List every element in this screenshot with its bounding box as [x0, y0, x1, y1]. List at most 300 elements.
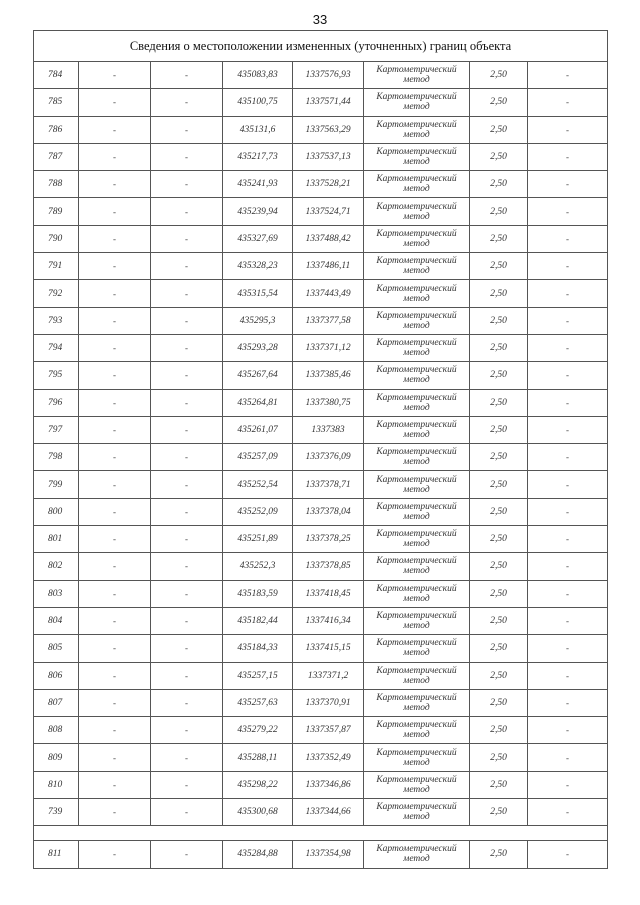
point-number: 808 — [34, 717, 79, 744]
method-cell — [364, 62, 470, 89]
point-number: 810 — [34, 771, 79, 798]
description-cell: - — [528, 689, 608, 716]
y-coordinate: 1337378,04 — [293, 498, 364, 525]
x-coordinate: 435241,93 — [223, 171, 293, 198]
description-cell: - — [528, 553, 608, 580]
y-coordinate: 1337357,87 — [293, 717, 364, 744]
table-row — [34, 744, 608, 771]
method-line-2: метод — [403, 484, 430, 495]
description-cell: - — [528, 498, 608, 525]
description-cell: - — [528, 771, 608, 798]
method-line-1: Картометрический — [376, 720, 457, 731]
old-x-cell: - — [79, 334, 151, 361]
accuracy-cell: 2,50 — [470, 580, 528, 607]
x-coordinate: 435284,88 — [223, 841, 293, 868]
accuracy-cell: 2,50 — [470, 744, 528, 771]
point-number: 785 — [34, 89, 79, 116]
old-y-cell: - — [151, 717, 223, 744]
x-coordinate: 435252,3 — [223, 553, 293, 580]
y-coordinate: 1337370,91 — [293, 689, 364, 716]
old-y-cell: - — [151, 171, 223, 198]
description-cell: - — [528, 253, 608, 280]
point-number: 795 — [34, 362, 79, 389]
method-line-1: Картометрический — [376, 65, 457, 76]
method-line-1: Картометрический — [376, 283, 457, 294]
old-x-cell: - — [79, 717, 151, 744]
old-y-cell: - — [151, 771, 223, 798]
method-line-2: метод — [403, 648, 430, 659]
old-x-cell: - — [79, 307, 151, 334]
y-coordinate: 1337563,29 — [293, 116, 364, 143]
method-cell — [364, 334, 470, 361]
point-number: 793 — [34, 307, 79, 334]
table-row — [34, 444, 608, 471]
accuracy-cell: 2,50 — [470, 717, 528, 744]
x-coordinate: 435183,59 — [223, 580, 293, 607]
old-y-cell: - — [151, 744, 223, 771]
old-x-cell: - — [79, 280, 151, 307]
x-coordinate: 435257,09 — [223, 444, 293, 471]
x-coordinate: 435100,75 — [223, 89, 293, 116]
method-line-2: метод — [403, 430, 430, 440]
point-number: 800 — [34, 498, 79, 525]
description-cell: - — [528, 198, 608, 225]
method-line-1: Картометрический — [376, 774, 457, 785]
method-line-1: Картометрический — [376, 501, 457, 512]
old-y-cell: - — [151, 841, 223, 868]
table-body — [34, 62, 608, 869]
old-x-cell: - — [79, 471, 151, 498]
old-x-cell: - — [79, 580, 151, 607]
method-cell — [364, 362, 470, 389]
y-coordinate: 1337376,09 — [293, 444, 364, 471]
accuracy-cell: 2,50 — [470, 362, 528, 389]
table-row — [34, 307, 608, 334]
accuracy-cell: 2,50 — [470, 444, 528, 471]
method-line-2: метод — [403, 511, 430, 522]
method-line-2: метод — [403, 266, 430, 277]
point-number: 799 — [34, 471, 79, 498]
method-line-2: метод — [403, 75, 430, 86]
method-line-2: метод — [403, 566, 430, 577]
table-row — [34, 416, 608, 443]
table-row — [34, 362, 608, 389]
method-cell — [364, 635, 470, 662]
y-coordinate: 1337537,13 — [293, 143, 364, 170]
method-cell — [364, 280, 470, 307]
accuracy-cell: 2,50 — [470, 471, 528, 498]
x-coordinate: 435295,3 — [223, 307, 293, 334]
accuracy-cell: 2,50 — [470, 662, 528, 689]
old-x-cell: - — [79, 225, 151, 252]
table-row — [34, 771, 608, 798]
method-line-1: Картометрический — [376, 201, 457, 212]
y-coordinate: 1337418,45 — [293, 580, 364, 607]
table-row — [34, 635, 608, 662]
table-row — [34, 334, 608, 361]
method-line-1: Картометрический — [376, 92, 457, 103]
description-cell: - — [528, 799, 608, 826]
method-line-2: метод — [403, 348, 430, 359]
accuracy-cell: 2,50 — [470, 253, 528, 280]
accuracy-cell: 2,50 — [470, 553, 528, 580]
method-cell — [364, 526, 470, 553]
method-line-1: Картометрический — [376, 747, 457, 758]
old-x-cell: - — [79, 744, 151, 771]
method-line-2: метод — [403, 320, 430, 331]
old-x-cell: - — [79, 689, 151, 716]
y-coordinate: 1337416,34 — [293, 607, 364, 634]
old-x-cell: - — [79, 389, 151, 416]
description-cell: - — [528, 362, 608, 389]
y-coordinate: 1337415,15 — [293, 635, 364, 662]
description-cell: - — [528, 116, 608, 143]
old-x-cell: - — [79, 607, 151, 634]
method-line-1: Картометрический — [376, 228, 457, 239]
description-cell: - — [528, 89, 608, 116]
y-coordinate: 1337528,21 — [293, 171, 364, 198]
description-cell: - — [528, 526, 608, 553]
method-line-2: метод — [403, 402, 430, 413]
method-line-2: метод — [403, 812, 430, 823]
y-coordinate: 1337371,2 — [293, 662, 364, 689]
y-coordinate: 1337378,25 — [293, 526, 364, 553]
point-number: 806 — [34, 662, 79, 689]
boundary-coordinates-table — [33, 30, 608, 869]
method-line-1: Картометрический — [376, 447, 457, 458]
method-line-1: Картометрический — [376, 420, 457, 430]
page-number: 33 — [312, 12, 328, 27]
old-y-cell: - — [151, 62, 223, 89]
old-y-cell: - — [151, 143, 223, 170]
method-cell — [364, 471, 470, 498]
method-line-1: Картометрический — [376, 692, 457, 703]
table-row — [34, 498, 608, 525]
method-cell — [364, 143, 470, 170]
description-cell: - — [528, 841, 608, 868]
method-cell — [364, 389, 470, 416]
x-coordinate: 435251,89 — [223, 526, 293, 553]
old-y-cell: - — [151, 89, 223, 116]
method-line-1: Картометрический — [376, 529, 457, 540]
accuracy-cell: 2,50 — [470, 607, 528, 634]
method-line-1: Картометрический — [376, 474, 457, 485]
old-y-cell: - — [151, 334, 223, 361]
y-coordinate: 1337486,11 — [293, 253, 364, 280]
accuracy-cell: 2,50 — [470, 116, 528, 143]
old-x-cell: - — [79, 416, 151, 443]
old-y-cell: - — [151, 471, 223, 498]
old-x-cell: - — [79, 662, 151, 689]
y-coordinate: 1337385,46 — [293, 362, 364, 389]
accuracy-cell: 2,50 — [470, 280, 528, 307]
x-coordinate: 435293,28 — [223, 334, 293, 361]
accuracy-cell: 2,50 — [470, 526, 528, 553]
method-line-1: Картометрический — [376, 174, 457, 185]
method-cell — [364, 198, 470, 225]
description-cell: - — [528, 334, 608, 361]
y-coordinate: 1337383 — [293, 416, 364, 443]
point-number: 807 — [34, 689, 79, 716]
y-coordinate: 1337344,66 — [293, 799, 364, 826]
method-line-2: метод — [403, 757, 430, 768]
x-coordinate: 435252,54 — [223, 471, 293, 498]
method-cell — [364, 498, 470, 525]
table-row — [34, 389, 608, 416]
y-coordinate: 1337380,75 — [293, 389, 364, 416]
description-cell: - — [528, 416, 608, 443]
accuracy-cell: 2,50 — [470, 689, 528, 716]
table-row — [34, 198, 608, 225]
method-line-1: Картометрический — [376, 556, 457, 567]
x-coordinate: 435182,44 — [223, 607, 293, 634]
point-number: 784 — [34, 62, 79, 89]
table-row — [34, 116, 608, 143]
accuracy-cell: 2,50 — [470, 498, 528, 525]
point-number: 791 — [34, 253, 79, 280]
old-y-cell: - — [151, 389, 223, 416]
accuracy-cell: 2,50 — [470, 89, 528, 116]
table-row — [34, 526, 608, 553]
description-cell: - — [528, 635, 608, 662]
method-cell — [364, 771, 470, 798]
x-coordinate: 435083,83 — [223, 62, 293, 89]
y-coordinate: 1337378,71 — [293, 471, 364, 498]
method-cell — [364, 171, 470, 198]
old-x-cell: - — [79, 198, 151, 225]
method-line-2: метод — [403, 539, 430, 550]
method-line-2: метод — [403, 675, 430, 686]
table-row — [34, 689, 608, 716]
x-coordinate: 435279,22 — [223, 717, 293, 744]
method-line-2: метод — [403, 184, 430, 195]
y-coordinate: 1337371,12 — [293, 334, 364, 361]
point-number: 803 — [34, 580, 79, 607]
old-y-cell: - — [151, 444, 223, 471]
method-line-1: Картометрический — [376, 802, 457, 813]
method-cell — [364, 689, 470, 716]
old-y-cell: - — [151, 635, 223, 662]
x-coordinate: 435298,22 — [223, 771, 293, 798]
old-y-cell: - — [151, 498, 223, 525]
old-y-cell: - — [151, 198, 223, 225]
table-row — [34, 143, 608, 170]
y-coordinate: 1337352,49 — [293, 744, 364, 771]
point-number: 739 — [34, 799, 79, 826]
old-x-cell: - — [79, 635, 151, 662]
accuracy-cell: 2,50 — [470, 771, 528, 798]
description-cell: - — [528, 662, 608, 689]
accuracy-cell: 2,50 — [470, 225, 528, 252]
y-coordinate: 1337378,85 — [293, 553, 364, 580]
accuracy-cell: 2,50 — [470, 198, 528, 225]
description-cell: - — [528, 444, 608, 471]
y-coordinate: 1337524,71 — [293, 198, 364, 225]
method-cell — [364, 253, 470, 280]
y-coordinate: 1337571,44 — [293, 89, 364, 116]
old-x-cell: - — [79, 253, 151, 280]
method-cell — [364, 580, 470, 607]
method-cell — [364, 553, 470, 580]
old-y-cell: - — [151, 526, 223, 553]
method-line-2: метод — [403, 784, 430, 795]
old-y-cell: - — [151, 280, 223, 307]
accuracy-cell: 2,50 — [470, 171, 528, 198]
accuracy-cell: 2,50 — [470, 62, 528, 89]
method-line-1: Картометрический — [376, 365, 457, 376]
y-coordinate: 1337354,98 — [293, 841, 364, 868]
point-number: 788 — [34, 171, 79, 198]
table-row — [34, 225, 608, 252]
table-row — [34, 253, 608, 280]
method-cell — [364, 416, 470, 443]
method-line-1: Картометрический — [376, 119, 457, 130]
point-number: 798 — [34, 444, 79, 471]
y-coordinate: 1337443,49 — [293, 280, 364, 307]
method-line-2: метод — [403, 375, 430, 386]
method-line-2: метод — [403, 702, 430, 713]
table-row — [34, 717, 608, 744]
old-y-cell: - — [151, 253, 223, 280]
method-cell — [364, 744, 470, 771]
description-cell: - — [528, 717, 608, 744]
method-cell — [364, 307, 470, 334]
method-line-1: Картометрический — [376, 611, 457, 622]
description-cell: - — [528, 225, 608, 252]
method-line-2: метод — [403, 157, 430, 168]
table-title: Сведения о местоположении измененных (уточненных) границ объекта — [34, 31, 608, 62]
method-cell — [364, 799, 470, 826]
method-line-2: метод — [403, 293, 430, 304]
old-x-cell: - — [79, 841, 151, 868]
method-cell — [364, 607, 470, 634]
point-number: 811 — [34, 841, 79, 868]
point-number: 805 — [34, 635, 79, 662]
table-row — [34, 607, 608, 634]
y-coordinate: 1337576,93 — [293, 62, 364, 89]
table-row — [34, 553, 608, 580]
accuracy-cell: 2,50 — [470, 334, 528, 361]
method-cell — [364, 225, 470, 252]
y-coordinate: 1337488,42 — [293, 225, 364, 252]
method-line-2: метод — [403, 621, 430, 632]
old-y-cell: - — [151, 307, 223, 334]
old-y-cell: - — [151, 225, 223, 252]
old-y-cell: - — [151, 580, 223, 607]
table-row — [34, 471, 608, 498]
point-number: 792 — [34, 280, 79, 307]
x-coordinate: 435288,11 — [223, 744, 293, 771]
point-number: 794 — [34, 334, 79, 361]
table-row — [34, 62, 608, 89]
method-line-1: Картометрический — [376, 392, 457, 403]
method-line-2: метод — [403, 102, 430, 113]
accuracy-cell: 2,50 — [470, 143, 528, 170]
description-cell: - — [528, 307, 608, 334]
x-coordinate: 435239,94 — [223, 198, 293, 225]
accuracy-cell: 2,50 — [470, 389, 528, 416]
method-cell — [364, 89, 470, 116]
x-coordinate: 435131,6 — [223, 116, 293, 143]
point-number: 786 — [34, 116, 79, 143]
old-y-cell: - — [151, 607, 223, 634]
method-line-1: Картометрический — [376, 147, 457, 158]
point-number: 787 — [34, 143, 79, 170]
x-coordinate: 435327,69 — [223, 225, 293, 252]
y-coordinate: 1337346,86 — [293, 771, 364, 798]
old-y-cell: - — [151, 116, 223, 143]
x-coordinate: 435264,81 — [223, 389, 293, 416]
old-y-cell: - — [151, 689, 223, 716]
old-x-cell: - — [79, 771, 151, 798]
x-coordinate: 435184,33 — [223, 635, 293, 662]
old-y-cell: - — [151, 553, 223, 580]
method-line-2: метод — [403, 129, 430, 140]
method-cell — [364, 841, 470, 868]
old-x-cell: - — [79, 89, 151, 116]
old-y-cell: - — [151, 362, 223, 389]
x-coordinate: 435252,09 — [223, 498, 293, 525]
old-x-cell: - — [79, 362, 151, 389]
method-cell — [364, 662, 470, 689]
x-coordinate: 435328,23 — [223, 253, 293, 280]
description-cell: - — [528, 607, 608, 634]
old-x-cell: - — [79, 444, 151, 471]
old-x-cell: - — [79, 799, 151, 826]
table-row — [34, 580, 608, 607]
accuracy-cell: 2,50 — [470, 841, 528, 868]
old-y-cell: - — [151, 416, 223, 443]
description-cell: - — [528, 471, 608, 498]
table-row — [34, 662, 608, 689]
method-line-1: Картометрический — [376, 256, 457, 267]
old-x-cell: - — [79, 116, 151, 143]
method-line-2: метод — [403, 593, 430, 604]
method-line-1: Картометрический — [376, 583, 457, 594]
description-cell: - — [528, 143, 608, 170]
method-line-1: Картометрический — [376, 638, 457, 649]
table-row — [34, 841, 608, 868]
point-number: 809 — [34, 744, 79, 771]
method-cell — [364, 717, 470, 744]
description-cell: - — [528, 580, 608, 607]
x-coordinate: 435300,68 — [223, 799, 293, 826]
x-coordinate: 435267,64 — [223, 362, 293, 389]
old-x-cell: - — [79, 498, 151, 525]
description-cell: - — [528, 280, 608, 307]
method-line-1: Картометрический — [376, 338, 457, 349]
accuracy-cell: 2,50 — [470, 799, 528, 826]
point-number: 802 — [34, 553, 79, 580]
point-number: 801 — [34, 526, 79, 553]
method-cell — [364, 444, 470, 471]
point-number: 804 — [34, 607, 79, 634]
old-y-cell: - — [151, 662, 223, 689]
accuracy-cell: 2,50 — [470, 635, 528, 662]
contour-separator-row — [34, 826, 608, 841]
accuracy-cell: 2,50 — [470, 416, 528, 443]
point-number: 789 — [34, 198, 79, 225]
description-cell: - — [528, 744, 608, 771]
table-row — [34, 799, 608, 826]
method-cell — [364, 116, 470, 143]
table-row — [34, 280, 608, 307]
y-coordinate: 1337377,58 — [293, 307, 364, 334]
method-line-2: метод — [403, 238, 430, 249]
accuracy-cell: 2,50 — [470, 307, 528, 334]
old-x-cell: - — [79, 526, 151, 553]
x-coordinate: 435261,07 — [223, 416, 293, 443]
